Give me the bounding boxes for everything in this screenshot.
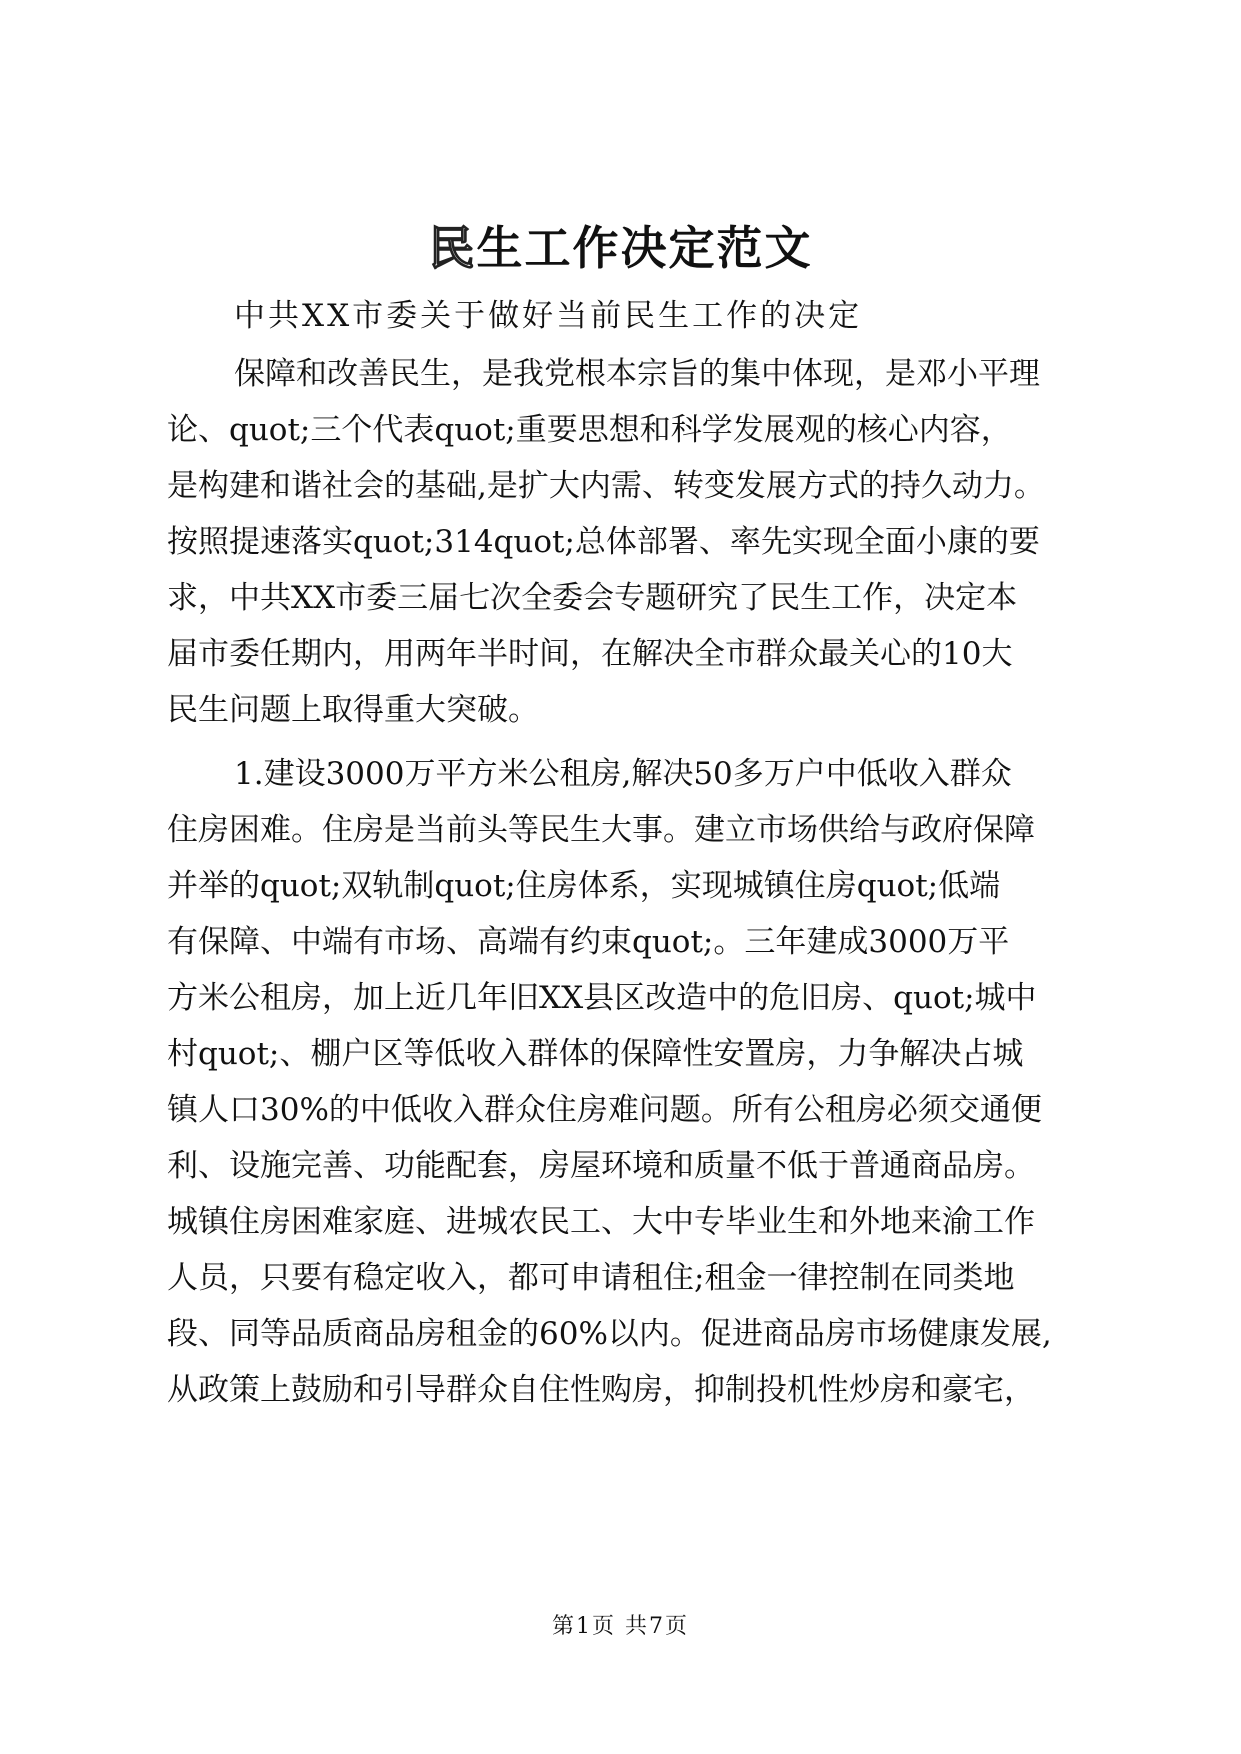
body-line-9: 住房困难。住房是当前头等民生大事。建立市场供给与政府保障 (167, 812, 1035, 848)
body-line-15: 利、设施完善、功能配套，房屋环境和质量不低于普通商品房。 (167, 1148, 1035, 1184)
page-number-footer: 第1页 共7页 (552, 1614, 689, 1639)
body-line-1: 保障和改善民生，是我党根本宗旨的集中体现，是邓小平理 (234, 356, 1040, 392)
body-line-10: 并举的quot;双轨制quot;住房体系，实现城镇住房quot;低端 (167, 868, 1001, 904)
body-line-17: 人员，只要有稳定收入，都可申请租住;租金一律控制在同类地 (167, 1260, 1015, 1296)
body-line-16: 城镇住房困难家庭、进城农民工、大中专毕业生和外地来渝工作 (167, 1204, 1035, 1240)
page-title (0, 218, 1241, 278)
body-line-11: 有保障、中端有市场、高端有约束quot;。三年建成3000万平 (167, 924, 1010, 960)
body-line-2: 论、quot;三个代表quot;重要思想和科学发展观的核心内容， (167, 412, 1012, 448)
title-rest: 生工作决定范文 (476, 221, 813, 275)
body-line-14: 镇人口30%的中低收入群众住房难问题。所有公租房必须交通便 (167, 1092, 1042, 1128)
body-line-7: 民生问题上取得重大突破。 (167, 692, 539, 728)
body-line-13: 村quot;、棚户区等低收入群体的保障性安置房，力争解决占城 (167, 1036, 1024, 1072)
body-line-5: 求，中共XX市委三届七次全委会专题研究了民生工作，决定本 (167, 580, 1018, 616)
document-subtitle: 中共XX市委关于做好当前民生工作的决定 (234, 298, 863, 334)
body-line-19: 从政策上鼓励和引导群众自住性购房，抑制投机性炒房和豪宅， (167, 1372, 1035, 1408)
body-line-6: 届市委任期内，用两年半时间，在解决全市群众最关心的10大 (167, 636, 1013, 672)
body-line-12: 方米公租房，加上近几年旧XX县区改造中的危旧房、quot;城中 (167, 980, 1037, 1016)
title-first-char: 民 (428, 221, 477, 275)
body-line-3: 是构建和谐社会的基础,是扩大内需、转变发展方式的持久动力。 (167, 468, 1045, 504)
body-line-8: 1.建设3000万平方米公租房,解决50多万户中低收入群众 (234, 756, 1012, 792)
body-line-18: 段、同等品质商品房租金的60%以内。促进商品房市场健康发展, (167, 1316, 1052, 1352)
body-line-4: 按照提速落实quot;314quot;总体部署、率先实现全面小康的要 (167, 524, 1040, 560)
